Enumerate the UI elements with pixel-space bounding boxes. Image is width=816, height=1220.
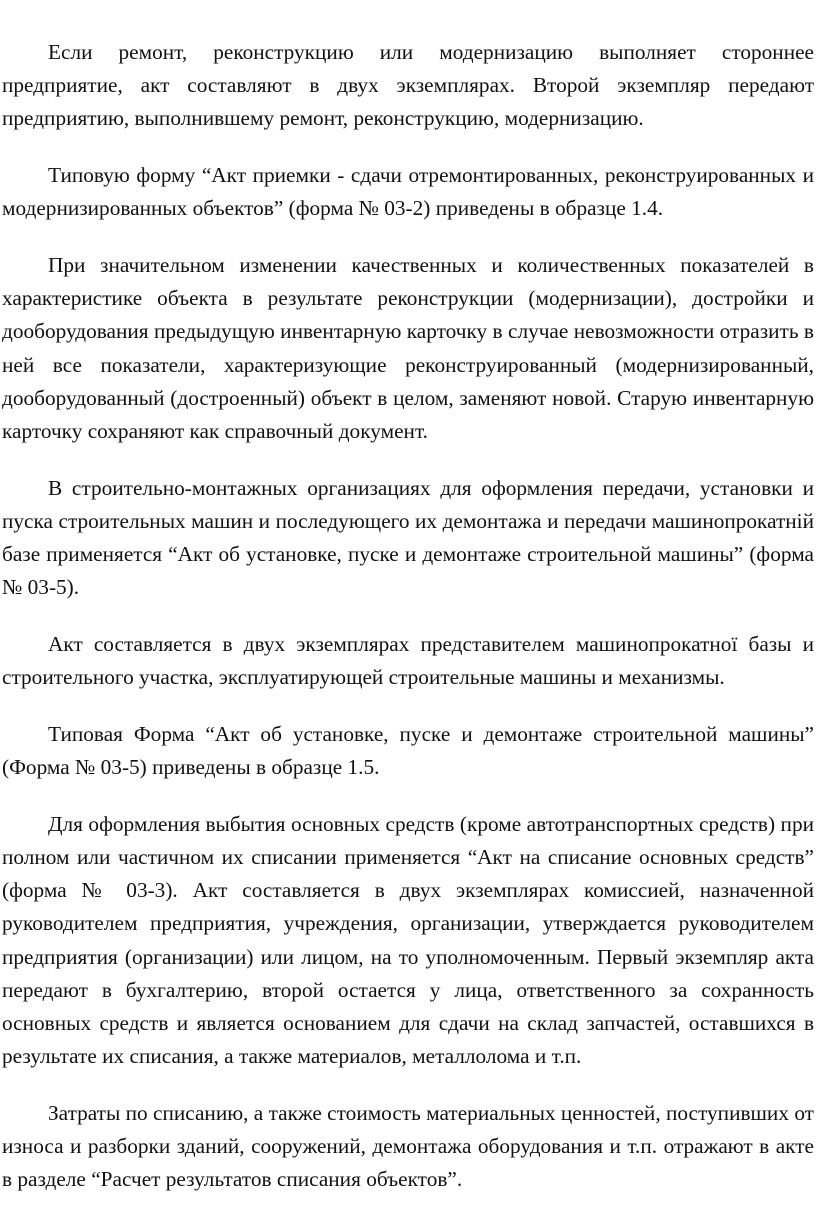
paragraph-7: Для оформления выбытия основных средств (кроме автотранспортных средств) при полном или частичном их списании применяется “Акт на списание основных средств” (форма № 03-3). Акт составляется в двух экземплярах комиссией, назначенной руководителем предприятия, учреждения, организации, утверждается руководителем предприятия (организации) или лицом, на то уполномоченным. Первый экземпляр акта передают в бухгалтерию, второй остается у лица, ответственного за сохранность основных средств и является основанием для сдачи на склад запчастей, оставшихся в результате их списания, а также материалов, металлолома и т.п. — [2, 811, 814, 1069]
paragraph-5: Акт составляется в двух экземплярах представителем машинопрокатної базы и строительного участка, эксплуатирующей строительные машины и механизмы. — [2, 632, 814, 690]
paragraph-3: При значительном изменении качественных и количественных показателей в характеристике объекта в результате реконструкции (модернизации), достройки и дооборудования предыдущую инвентарную карточку в случае невозможности отразить в ней все показатели, характеризующие реконструированный (модернизированный, дооборудованный (достроенный) объект в целом, заменяют новой. Старую инвентарную карточку сохраняют как справочный документ. — [2, 253, 814, 444]
document-page — [0, 36, 816, 1220]
paragraph-8: Затраты по списанию, а также стоимость материальных ценностей, поступивших от износа и разборки зданий, сооружений, демонтажа оборудования и т.п. отражают в акте в разделе “Расчет результатов списания объектов”. — [2, 1100, 814, 1192]
paragraph-4: В строительно-монтажных организациях для оформления передачи, установки и пуска строительных машин и последующего их демонтажа и передачи машинопрокатній базе применяется “Акт об установке, пуске и демонтаже строительной машины” (форма № 03-5). — [2, 475, 814, 600]
paragraph-6: Типовая Форма “Акт об установке, пуске и демонтаже строительной машины” (Форма № 03-5) приведены в образце 1.5. — [2, 721, 814, 780]
paragraph-2: Типовую форму “Акт приемки - сдачи отремонтированных, реконструированных и модернизированных объектов” (форма № 03-2) приведены в образце 1.4. — [2, 163, 814, 221]
paragraph-1: Если ремонт, реконструкцию или модернизацию выполняет стороннее предприятие, акт составляют в двух экземплярах. Второй экземпляр передают предприятию, выполнившему ремонт, реконструкцию, модернизацию. — [2, 40, 814, 131]
